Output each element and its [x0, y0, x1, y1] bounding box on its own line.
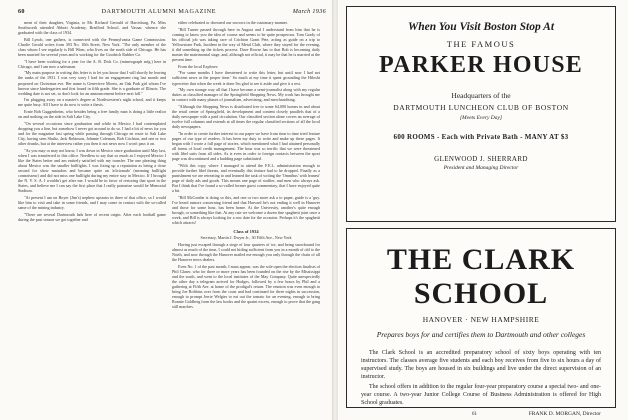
class-heading: Class of 1934: [233, 228, 259, 234]
page-gutter: [332, 0, 338, 420]
paragraph: "Although the Shopping News is distributed free to some 64,000 homes in and about the retail center of Springfield, its development and content closely parallels that of a daily newspaper with a paid circulation. Our classified section alone covers an average of twelve full columns and extends at all times the regular classified sections of all the local daily newspapers.: [172, 103, 320, 130]
rooms-line: 600 ROOMS - Each with Private Bath - MANY AT $3: [393, 133, 569, 141]
manager-name: GLENWOOD J. SHERRARD: [434, 155, 528, 163]
school-lead: Prepares boys for and certifies them to Dartmouth and other colleges: [376, 330, 586, 339]
hq-line: Headquarters of the: [451, 91, 511, 100]
paragraph: From the local Explorer:: [178, 63, 219, 69]
paragraph: either celebrated or drowned our sorrows in the customary manner.: [178, 20, 288, 25]
parker-house-ad: [346, 6, 616, 222]
issue-date: March 1936: [292, 8, 326, 15]
folio-number: 61: [472, 412, 477, 417]
article-column-middle: [172, 20, 320, 412]
paragraph: ment of their daughter, Virginia, to Mr. Richard Gerould of Harrisburg, Pa. Miss Southworth attended Abbott Academy, Bradford School, and Vassar, whence she graduated with the class of 1934.: [18, 20, 166, 36]
paragraph: "As you may or may not know, I was down in Mexico since graduation until May last, when I was transferred to this office. Needless to say that so much as I enjoyed Mexico I like the States better and am entirely satisfied with my transfer. The one pleasing thing about Mexico was the smaller bullfights. I was fixing up a reputation as being a close second for show matadors and became quite an 'aficionado' (meaning bullfight connoisseur) and did not miss one bullfight during my entire stay in Mexico. If I brought the N. Y. S. A. I wouldn't get after me, I would be in favor of restoring that sport in the States, and believe me I can say the first place that I really patronize would be Memorial Stadium.: [18, 147, 166, 194]
paragraph: "In order to create further interest in our paper we have from time to time tried feature pages of our type of readers. It has been my duty to write and make up these pages. It began with I wrote a full page of stories, which mentioned what I had attained personally all forms of local credit management. The hour was so terrific that we were threatened with libel suits from all sides. As is even in order to foreign contacts between the sport page was discontinued and a budding page substituted.: [172, 130, 320, 162]
article-column-left: [18, 20, 166, 412]
ad-the-famous: THE FAMOUS: [446, 39, 516, 49]
school-location: HANOVER · NEW HAMPSHIRE: [422, 315, 540, 324]
paragraph: "Bill Turner passed through here in August and I understand from him that he is coming to know you the idea of course and seems to be quite prosperous. Tom Grady of his official job was taking care of Crichton Grant Pete, acting as guide on a trip to Yellowstone Park, Incident in the way of Metal Club, where they stayed for the evening, it did something up the tickets process. Dave Rowse has to that Bob is becoming daily master the matrimonial stage, and, although not official, it may be that he is married at the present time.: [172, 26, 320, 63]
manager-title: President and Managing Director: [443, 165, 519, 171]
magazine-title: DARTMOUTH ALUMNI MAGAZINE: [101, 8, 217, 15]
paragraph: "My main purpose in writing this letter is to let you know that I will shortly be leaving the ranks of the 1931. I was very sorry I had for an engagement ring last month and proposed on Christmas eve. Her name is Genevieve Morris, an Oak Park girl whom I've known since kindergarten and first found in fifth grade. She is a graduate of Illinois. The wedding date is not set, so don't look for an announcement before next fall.": [18, 70, 166, 96]
club-line: DARTMOUTH LUNCHEON CLUB OF BOSTON: [393, 103, 569, 112]
paragraph: "Bill McConihe is doing so this, and one or two more ask a to paper, guide is a 'guy. I've heard rumors concerning friend and that Harvard he's not ending it well in Hanover and those for some hour, has been home. At the University, another's quite enough brough, or something like that. At any rate we welcome a dozen fine spaghetti joint once a week, and Bill is always looking for a row date for the occasion. Perhaps it's the spaghetti which attracts!: [172, 195, 320, 226]
paragraph: "For some months I have threatened to write this letter, but until now I had not sufficient news at the proper time.' So much at my time it spent grounding the Hiloshi typewriter that when the week is done I'm glad to see it aside and give it a rest.: [172, 70, 320, 86]
paragraph: Bill Lynch, one gathers, is connected with the Pennsylvania Game Commission. Charlie Gerald writes from 393 No. 10th Street, New York. "The only member of the class whom I see regularly is Bill Winn, who lives on the north side of Chicago. He has been married for several years and is working for the Goodrich Rubber Co.: [18, 36, 166, 58]
paragraph: "I have been working for a year for the A. B. Dick Co. (mimeograph mfg.) here in Chicago, and I am now a salesman.: [18, 58, 166, 69]
page-number: 60: [18, 8, 25, 15]
director-signature: FRANK D. MORGAN, Director: [528, 411, 601, 417]
paragraph: Even No. 1 of the past month, I must appear, was the sole open the election finalists of Phil Glaser, who for three or more years has been founded on the rise by the Mississippi and the south, and went to the local institutes of the May Company. Quite unexpectedly the other day a telegram arrived for Hodges, followed by a few hours by Phil and a gathering at Fifth Ave. at home of the prodigal's return. The reunion was even enough to bring Joe Robbins over from the coast and had continued for three nights in succession, enough to prompt Jerrie Welgier to eat out the tomato for an evening, enough to bring Ronnie Goldberg from the law books and the quaint excess, enough to prove that the gang still marches.: [172, 263, 320, 310]
paragraph: "There are several Dartmouth lads here of recent origin. After each football game during the past season we got together and: [18, 211, 166, 222]
paragraph: "My own strange way all that I have become a semi-journalist along with my regular duties as classified manager of the Springfield Shopping News. My work has brought me in contact with many phases of journalism, advertising, and merchandising.: [172, 87, 320, 103]
hotel-name: PARKER HOUSE: [379, 52, 583, 78]
paragraph: The school offers in addition to the regular four-year preparatory course a special two- and one-year course. A two-year Junior College Course of Business Administration is offered for High School graduates.: [361, 384, 601, 406]
paragraph: Ernie Bob Guggenheim, who besides being a free family man is doing a little realtor on and nothing on the side in Salt Lake City.: [18, 109, 166, 120]
running-head: [18, 8, 326, 20]
meeting-note: [Meets Every Day]: [459, 115, 503, 121]
paragraph: Having just escaped through a siege of four quarters of ice, and being snowbound for almost as much of the time, I could not hiding sufficient from you in a month of old to the North, and now through the Hanover mailed me enough you only through the chain of all the Hanover news dealers.: [172, 241, 320, 263]
school-name: THE CLARK SCHOOL: [386, 243, 576, 310]
paragraph: "With this copy, where I managed to attend the F.E.L. administration enough to provide further libel threats, and eventually this feature had to be dropped. Finally as a punishment we are retreating to and learned the task of writing the 'Omnibus' with leanest' page of daily ads and goods. This means one page of stuffier, and men who always ask. But I think that I've found a so-called former guest commentary, that I have enjoyed quite a bit.: [172, 162, 320, 194]
paragraph: "At present I am on Boyer (Jim's) nephew upstairs in three of that office, so I would like him to visit and take in some friends, and I may come in contact with the so-called same of the mining industry.: [18, 195, 166, 211]
paragraph: The Clark School is an accredited preparatory school of sixty boys operating with ten instructors. The classes average five students and each boy receives from five to six hours a day of supervised study. The boys are housed in six buildings and live under the direct supervision of an instructor.: [361, 350, 601, 380]
school-description: [361, 349, 601, 407]
ad-tagline: When You Visit Boston Stop At: [407, 21, 555, 33]
class-secretary: Secretary, Martin J. Dwyer Jr., 30 Fifth Ave., New York: [200, 235, 292, 241]
paragraph: I'm plugging away on a master's degree at Northwestern's night school, and it keeps me quite busy. All I have to do now is write a thesis.: [18, 97, 166, 108]
clark-school-ad: [346, 228, 616, 417]
paragraph: "On several occasions since graduation and while in Mexico I had contemplated dropping you a line, but somehow I never got around to do so. I had a bit of news for you and for the magazine fast spring while passing through Chicago en route to Salt Lake City, having seen Shultz, Jack Robinson, Johnnie Coleman, Bob Crichton, and one or two other drunks, but at the interview rather you then it not news now I won't pass it on.: [18, 120, 166, 147]
